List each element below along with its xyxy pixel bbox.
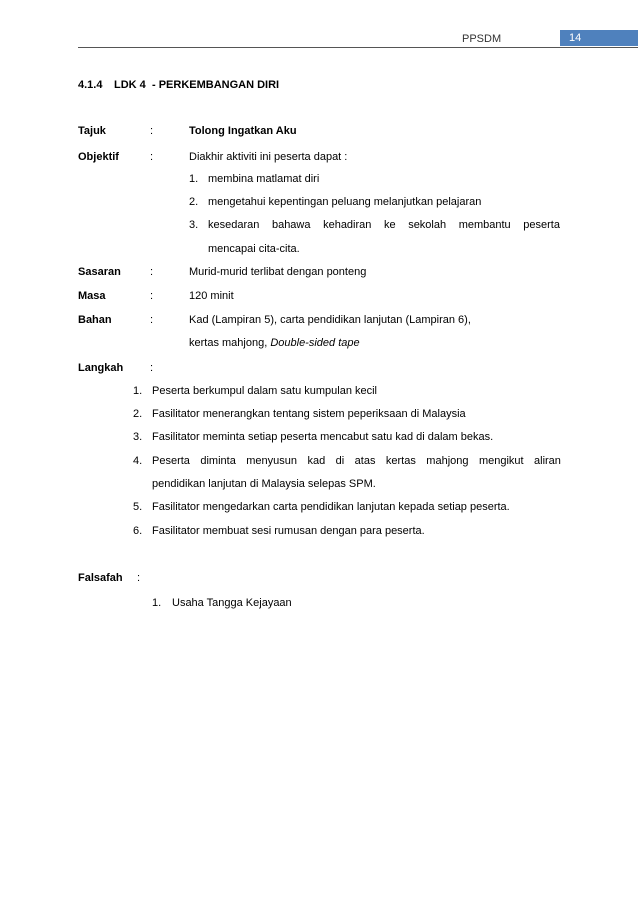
langkah-item-text [152,455,561,467]
word: di [335,455,345,467]
objektif-item-text: membina matlamat diri [208,173,320,185]
langkah-item-num: 4. [133,455,143,467]
word: ke [383,219,396,231]
masa-colon: : [150,290,154,302]
masa-label: Masa [78,290,106,302]
word: mahjong [426,455,469,467]
word: sekolah [408,219,447,231]
bahan-line-1: Kad (Lampiran 5), carta pendidikan lanjutan (Lampiran 6), [189,314,471,326]
sasaran-colon: : [150,266,154,278]
header-divider [78,47,638,48]
word: mengikut [478,455,524,467]
objektif-item-num: 2. [189,196,199,208]
word: membantu [458,219,511,231]
sasaran-value: Murid-murid terlibat dengan ponteng [189,266,367,278]
page-number-box [560,30,638,46]
objektif-item-text: mengetahui kepentingan peluang melanjutkan pelajaran [208,196,482,208]
falsafah-label: Falsafah [78,572,123,584]
langkah-item-num: 1. [133,385,143,397]
section-code: LDK 4 [114,79,146,91]
objektif-item-num: 3. [189,219,199,231]
falsafah-colon: : [137,572,141,584]
word: bahawa [271,219,311,231]
objektif-item-num: 1. [189,173,199,185]
langkah-item-num: 3. [133,431,143,443]
masa-value: 120 minit [189,290,234,302]
langkah-item-num: 2. [133,408,143,420]
langkah-item-num: 6. [133,525,143,537]
word: aliran [534,455,561,467]
word: atas [354,455,376,467]
word: peserta [523,219,560,231]
tajuk-value: Tolong Ingatkan Aku [189,125,297,137]
bahan-line-2 [189,337,360,349]
word: diminta [200,455,236,467]
langkah-colon: : [150,362,154,374]
bahan-colon: : [150,314,154,326]
langkah-item-text: Fasilitator menerangkan tentang sistem peperiksaan di Malaysia [152,408,466,420]
word: Peserta [152,455,190,467]
tajuk-label: Tajuk [78,125,106,137]
word: kertas [385,455,416,467]
falsafah-item-text: Usaha Tangga Kejayaan [172,597,292,609]
objektif-item-text [208,219,560,231]
langkah-label: Langkah [78,362,124,374]
objektif-item-continuation: mencapai cita-cita. [208,243,300,255]
word: menyusun [246,455,298,467]
word: kesedaran [208,219,260,231]
header-title: PPSDM [462,33,502,45]
bahan-line-2-prefix: kertas mahjong, [189,337,268,349]
page-number: 14 [569,32,582,44]
langkah-item-text: Fasilitator meminta setiap peserta mencabut satu kad di dalam bekas. [152,431,494,443]
langkah-item-text: Peserta berkumpul dalam satu kumpulan kecil [152,385,378,397]
langkah-item-continuation: pendidikan lanjutan di Malaysia selepas SPM. [152,478,376,490]
word: kad [307,455,326,467]
langkah-item-text: Fasilitator membuat sesi rumusan dengan para peserta. [152,525,425,537]
langkah-item-text: Fasilitator mengedarkan carta pendidikan lanjutan kepada setiap peserta. [152,501,510,513]
section-number: 4.1.4 [78,79,103,91]
sasaran-label: Sasaran [78,266,121,278]
objektif-intro: Diakhir aktiviti ini peserta dapat : [189,151,348,163]
section-title: - PERKEMBANGAN DIRI [152,79,280,91]
objektif-colon: : [150,151,154,163]
tajuk-colon: : [150,125,154,137]
objektif-label: Objektif [78,151,119,163]
word: kehadiran [323,219,372,231]
bahan-label: Bahan [78,314,112,326]
falsafah-item-num: 1. [152,597,162,609]
bahan-line-2-italic: Double-sided tape [270,337,360,349]
langkah-item-num: 5. [133,501,143,513]
